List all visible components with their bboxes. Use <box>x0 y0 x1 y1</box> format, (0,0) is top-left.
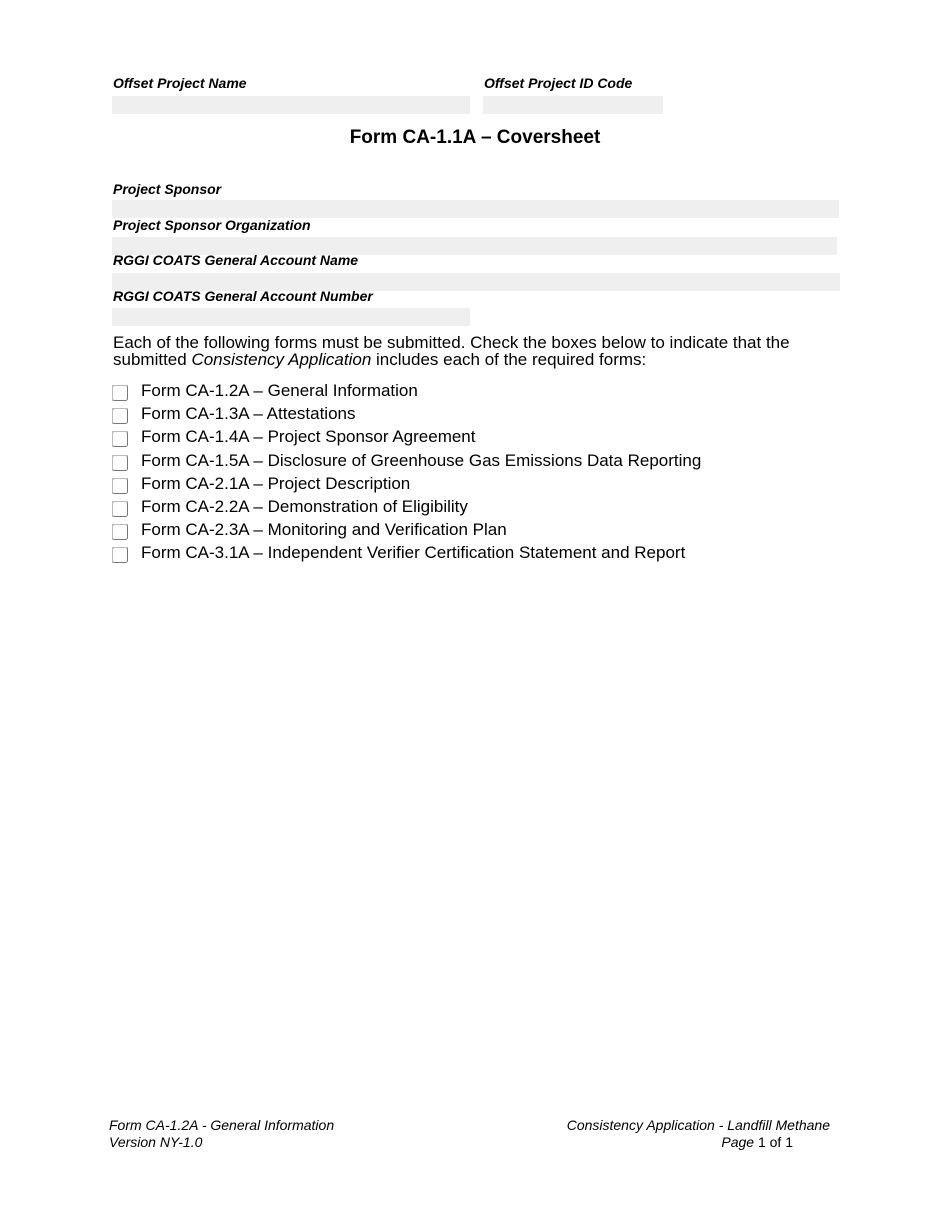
checkbox-ca-2-2a[interactable] <box>112 501 128 517</box>
checklist-item-label: Form CA-2.3A – Monitoring and Verification Plan <box>141 520 507 540</box>
footer-page-count: 1 of 1 <box>754 1134 793 1150</box>
instructions-emphasis: Consistency Application <box>191 350 372 369</box>
page-title: Form CA-1.1A – Coversheet <box>349 127 601 148</box>
checklist-item-label: Form CA-1.4A – Project Sponsor Agreement <box>141 427 476 447</box>
checkbox-ca-2-3a[interactable] <box>112 524 128 540</box>
project-sponsor-label: Project Sponsor <box>113 181 222 197</box>
footer-form-name: Form CA-1.2A - General Information <box>109 1117 335 1133</box>
checkbox-ca-1-5a[interactable] <box>112 455 128 471</box>
checklist-item-label: Form CA-1.2A – General Information <box>141 381 418 400</box>
coats-account-name-label: RGGI COATS General Account Name <box>113 252 359 268</box>
instructions-paragraph <box>113 334 833 368</box>
sponsor-organization-label: Project Sponsor Organization <box>113 217 311 233</box>
checkbox-ca-1-3a[interactable] <box>112 408 128 424</box>
checklist-item-label: Form CA-2.1A – Project Description <box>141 473 411 493</box>
checkbox-ca-1-4a[interactable] <box>112 431 128 447</box>
project-name-input[interactable] <box>112 96 470 114</box>
checklist-item-label: Form CA-1.5A – Disclosure of Greenhouse Gas Emissions Data Reporting <box>141 450 702 470</box>
checklist-item-label: Form CA-3.1A – Independent Verifier Certification Statement and Report <box>141 543 686 563</box>
instructions-text-1: Each of the following forms must be submitted. Check the boxes below to indicate that the submitted <box>113 333 790 369</box>
footer-version: Version NY-1.0 <box>109 1134 203 1150</box>
checkbox-ca-3-1a[interactable] <box>112 547 128 563</box>
checklist-item-label: Form CA-1.3A – Attestations <box>141 404 356 424</box>
checkbox-ca-2-1a[interactable] <box>112 478 128 494</box>
footer-page-number <box>721 1134 793 1151</box>
project-id-input[interactable] <box>483 96 663 114</box>
coats-account-number-label: RGGI COATS General Account Number <box>113 288 373 304</box>
coats-account-number-input[interactable] <box>112 308 470 326</box>
project-sponsor-input[interactable] <box>112 200 839 218</box>
checklist-item-label: Form CA-2.2A – Demonstration of Eligibility <box>141 496 468 516</box>
project-name-label: Offset Project Name <box>113 75 247 91</box>
footer-application-name: Consistency Application - Landfill Methane <box>566 1117 830 1133</box>
footer-page-word: Page <box>721 1134 755 1150</box>
checkbox-ca-1-2a[interactable] <box>112 385 128 401</box>
instructions-text-2: includes each of the required forms: <box>371 350 647 369</box>
project-id-label: Offset Project ID Code <box>484 75 633 91</box>
